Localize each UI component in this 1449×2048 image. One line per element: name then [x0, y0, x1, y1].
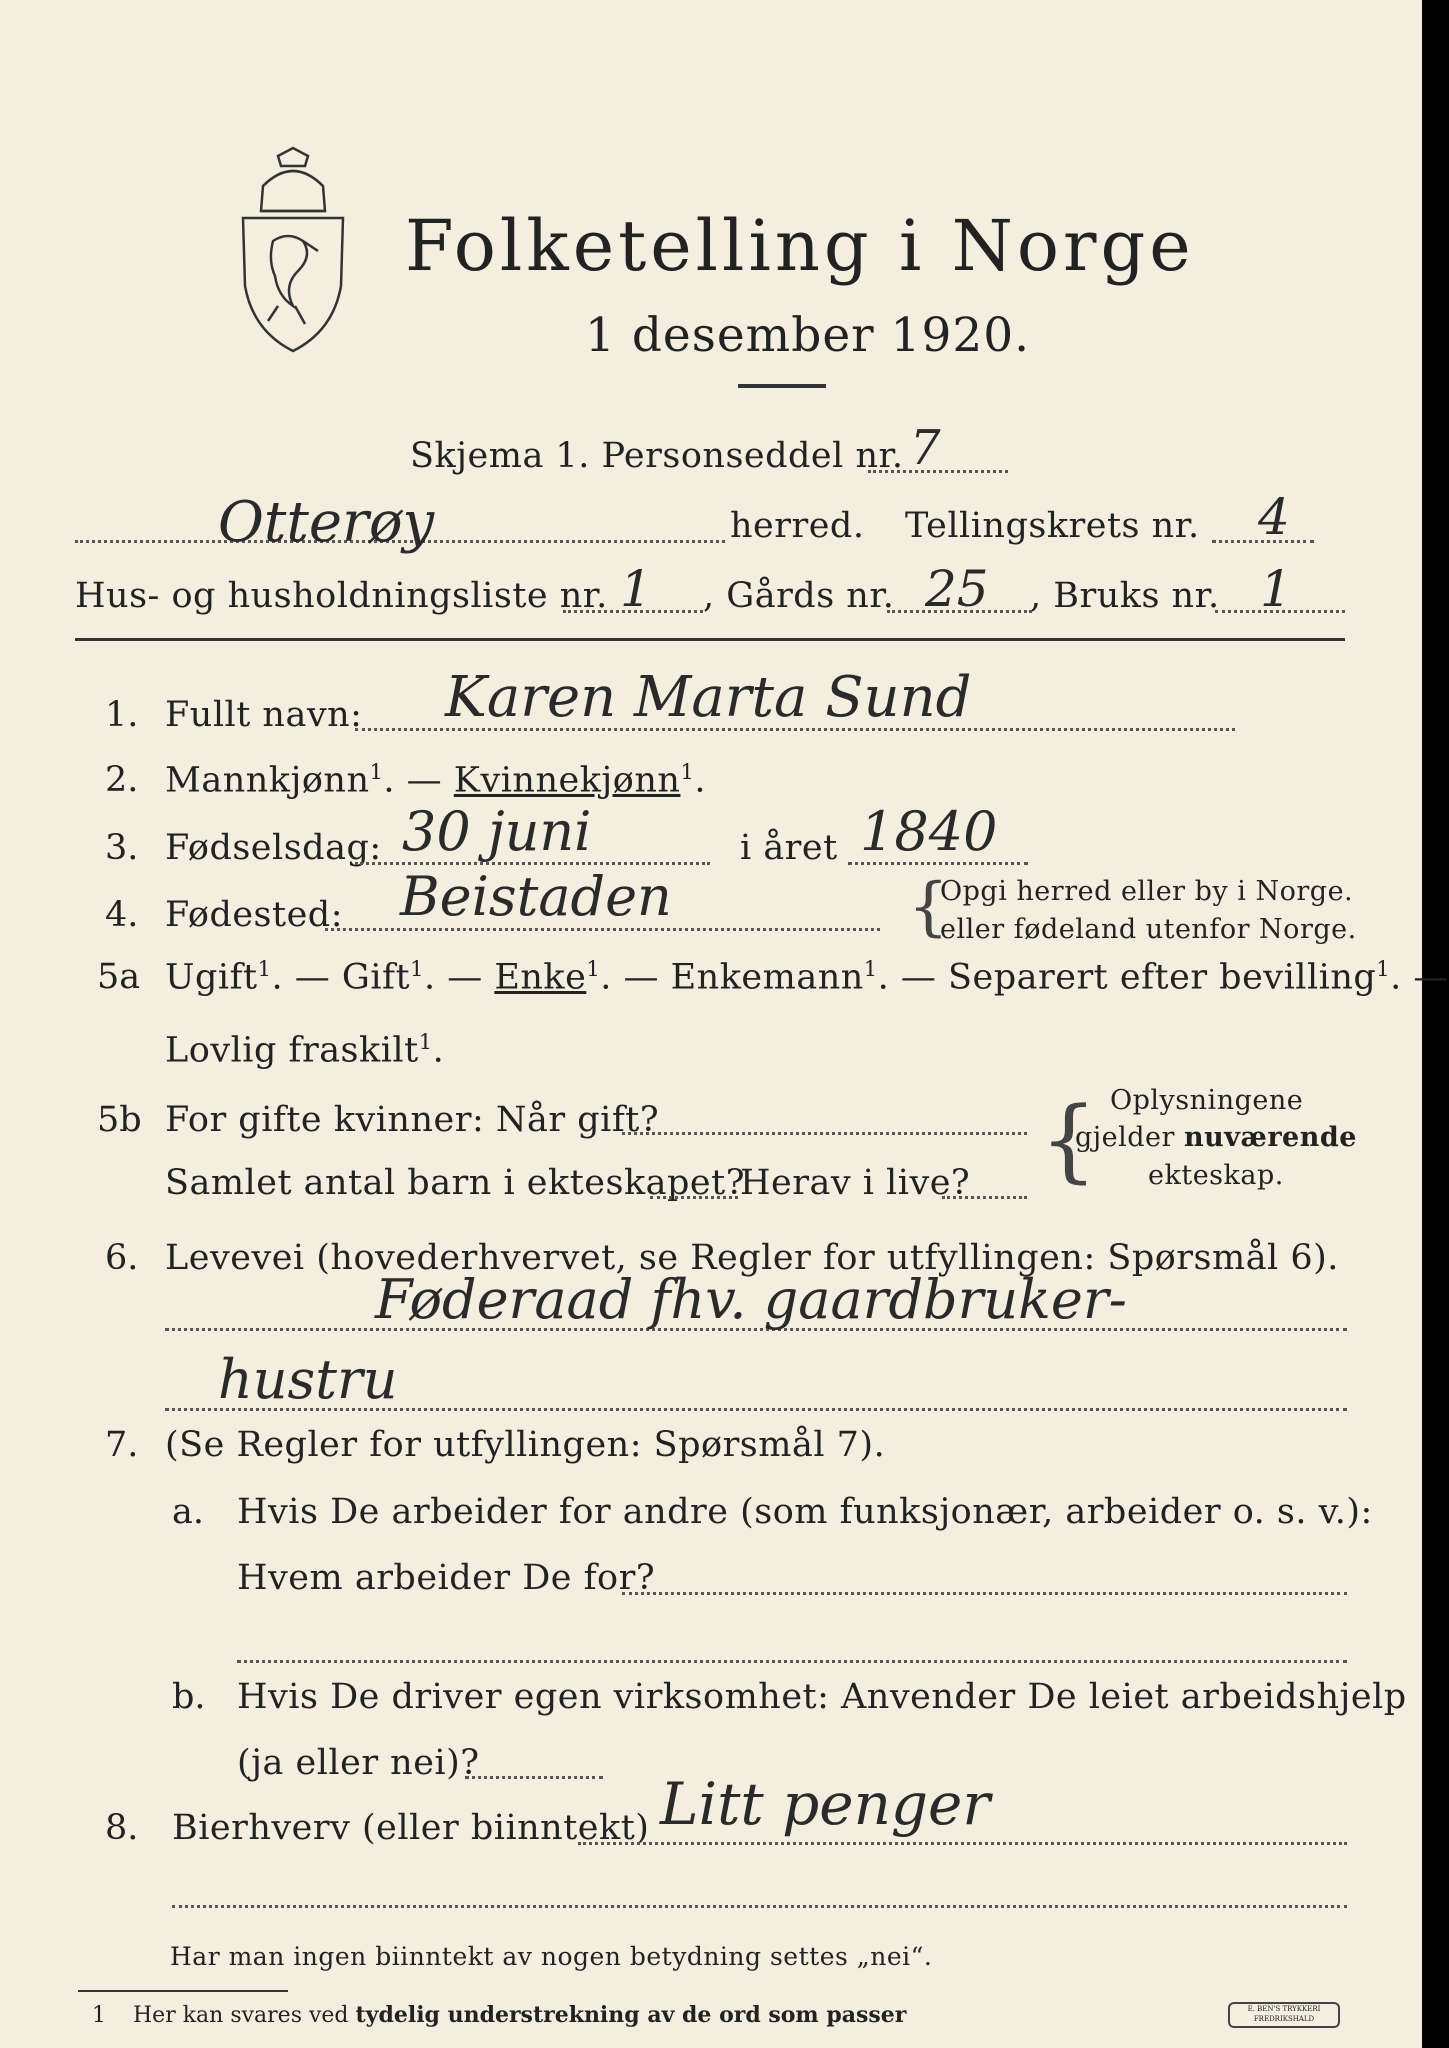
gaards-label: , Gårds nr.: [703, 576, 895, 616]
q2-options: [165, 760, 706, 801]
birth-year-value[interactable]: 1840: [860, 800, 998, 863]
header-divider: [75, 638, 1345, 641]
q5a-enkemann-option[interactable]: — Enkemann: [623, 957, 864, 998]
footer-note: Har man ingen biinntekt av nogen betydning settes „nei“.: [170, 1942, 933, 1971]
q6-label: Levevei (hovederhvervet, se Regler for utfyllingen: Spørsmål 6).: [165, 1238, 1339, 1278]
footnote-marker: 1: [410, 957, 424, 981]
q7a-line1: [622, 1592, 1347, 1595]
q5b-note-nuvaerende: nuværende: [1184, 1122, 1357, 1153]
occupation-value-line1[interactable]: Føderaad fhv. gaardbruker-: [375, 1268, 1127, 1331]
footnote-number: 1: [92, 2003, 106, 2028]
q5a-options: Ugift$^1$. — Gift$^1$. — Enke$^1$. — Enkemann$^1$. — Separert efter bevilling$^1$. —: [165, 957, 1449, 998]
census-date: 1 desember 1920.: [585, 308, 1031, 363]
q8-label: Bierhverv (eller biinntekt): [172, 1808, 650, 1848]
husliste-label: Hus- og husholdningsliste nr.: [75, 576, 608, 616]
bruks-nr-value[interactable]: 1: [1260, 560, 1292, 618]
q5a-ugift-option[interactable]: Ugift: [165, 957, 258, 998]
tellingskrets-label: Tellingskrets nr.: [905, 506, 1200, 546]
bruks-label: , Bruks nr.: [1030, 576, 1220, 616]
q5b-number: 5b: [97, 1100, 142, 1140]
full-name-value[interactable]: Karen Marta Sund: [445, 665, 972, 730]
q4-label: Fødested:: [165, 895, 343, 935]
q5a-fraskilt-option[interactable]: Lovlig fraskilt: [165, 1030, 419, 1071]
footnote-marker: 1: [586, 957, 601, 981]
q7a-letter: a.: [172, 1492, 204, 1532]
q5b-barn-label: Samlet antal barn i ekteskapet?: [165, 1163, 745, 1203]
schema-label: Skjema 1. Personseddel nr.: [410, 436, 904, 476]
q5b-note-gjelder: gjelder: [1075, 1122, 1175, 1153]
q7b-question: (ja eller nei)?: [237, 1743, 480, 1783]
footer-divider: [78, 1990, 288, 1992]
q5b-note-brace: {: [1040, 1088, 1098, 1193]
q7b-letter: b.: [172, 1677, 206, 1717]
q8-line2: [172, 1905, 1347, 1908]
occupation-value-line2[interactable]: hustru: [218, 1348, 398, 1411]
q5b-live-line: [942, 1196, 1027, 1199]
q2-female-option-underlined[interactable]: Kvinnekjønn: [453, 760, 681, 801]
q2-male-option[interactable]: Mannkjønn: [165, 760, 370, 801]
tellingskrets-nr-value[interactable]: 4: [1258, 488, 1290, 546]
q5b-live-label: Herav i live?: [740, 1163, 971, 1203]
birthplace-value[interactable]: Beistaden: [400, 865, 672, 928]
q5a-separert-option[interactable]: — Separert efter bevilling: [900, 957, 1377, 998]
footnote-marker: 1: [257, 957, 272, 981]
gaards-nr-value[interactable]: 25: [925, 560, 989, 618]
q2-number: 2.: [105, 760, 139, 800]
q5b-note-line1: Oplysningene: [1110, 1085, 1304, 1116]
q2-end: .: [694, 760, 706, 801]
q5a-gift-option[interactable]: — Gift: [294, 957, 411, 998]
q3-label: Fødselsdag:: [165, 828, 382, 868]
q5b-barn-line: [650, 1196, 738, 1199]
footnote-text-b: tydelig understrekning av de ord som passer: [355, 2002, 907, 2028]
q3-year-label: i året: [740, 828, 838, 868]
q7-label: (Se Regler for utfyllingen: Spørsmål 7).: [165, 1425, 886, 1465]
q5a-line2: Lovlig fraskilt$^1$.: [165, 1030, 445, 1071]
q7a-question: Hvem arbeider De for?: [237, 1558, 656, 1598]
printer-mark: E. BEN'S TRYKKERI FREDRIKSHALD: [1228, 2002, 1340, 2028]
footnote-marker: 1: [1376, 957, 1391, 981]
form-title: Folketelling i Norge: [405, 205, 1195, 287]
personseddel-nr-value[interactable]: 7: [910, 420, 941, 476]
q7b-line: [465, 1776, 603, 1779]
q4-note-line2: eller fødeland utenfor Norge.: [940, 914, 1357, 945]
q3-number: 3.: [105, 828, 139, 868]
herred-value[interactable]: Otterøy: [218, 490, 435, 555]
herred-label: herred.: [730, 506, 865, 546]
husliste-nr-value[interactable]: 1: [620, 560, 652, 618]
q7b-text: Hvis De driver egen virksomhet: Anvender De leiet arbeidshjelp: [237, 1677, 1407, 1717]
q1-number: 1.: [105, 695, 139, 735]
q5a-enke-option-underlined[interactable]: Enke: [494, 957, 587, 998]
q4-number: 4.: [105, 895, 139, 935]
q5b-note-line3: ekteskap.: [1148, 1160, 1284, 1191]
q8-number: 8.: [105, 1808, 139, 1848]
q2-separator: . —: [383, 760, 443, 801]
footnote-marker: 1: [418, 1030, 433, 1054]
q4-note-line1: Opgi herred eller by i Norge.: [940, 876, 1354, 907]
q5b-label: For gifte kvinner: Når gift?: [165, 1100, 660, 1140]
side-income-value[interactable]: Litt penger: [660, 1770, 991, 1838]
birthday-value[interactable]: 30 juni: [402, 800, 592, 863]
q8-line1: [578, 1842, 1347, 1845]
title-divider: [738, 384, 826, 388]
footnote-text-a: Her kan svares ved: [133, 2003, 349, 2028]
q1-label: Fullt navn:: [165, 695, 363, 735]
q5b-when-line: [622, 1132, 1027, 1135]
footnote-marker: 1: [863, 957, 878, 981]
footnote-marker: 1: [369, 760, 384, 784]
q7-number: 7.: [105, 1425, 139, 1465]
q4-line: [325, 928, 880, 931]
q7a-text: Hvis De arbeider for andre (som funksjonær, arbeider o. s. v.):: [237, 1492, 1373, 1532]
q7a-line2: [237, 1660, 1347, 1663]
q4-note-brace: {: [908, 870, 949, 944]
q5b-note-line2: [1075, 1122, 1357, 1153]
footnote-marker: 1: [680, 760, 695, 784]
footnote: [92, 2002, 906, 2028]
q6-number: 6.: [105, 1238, 139, 1278]
norway-coat-of-arms-emblem: [233, 146, 353, 356]
q5a-number: 5a: [97, 957, 141, 997]
